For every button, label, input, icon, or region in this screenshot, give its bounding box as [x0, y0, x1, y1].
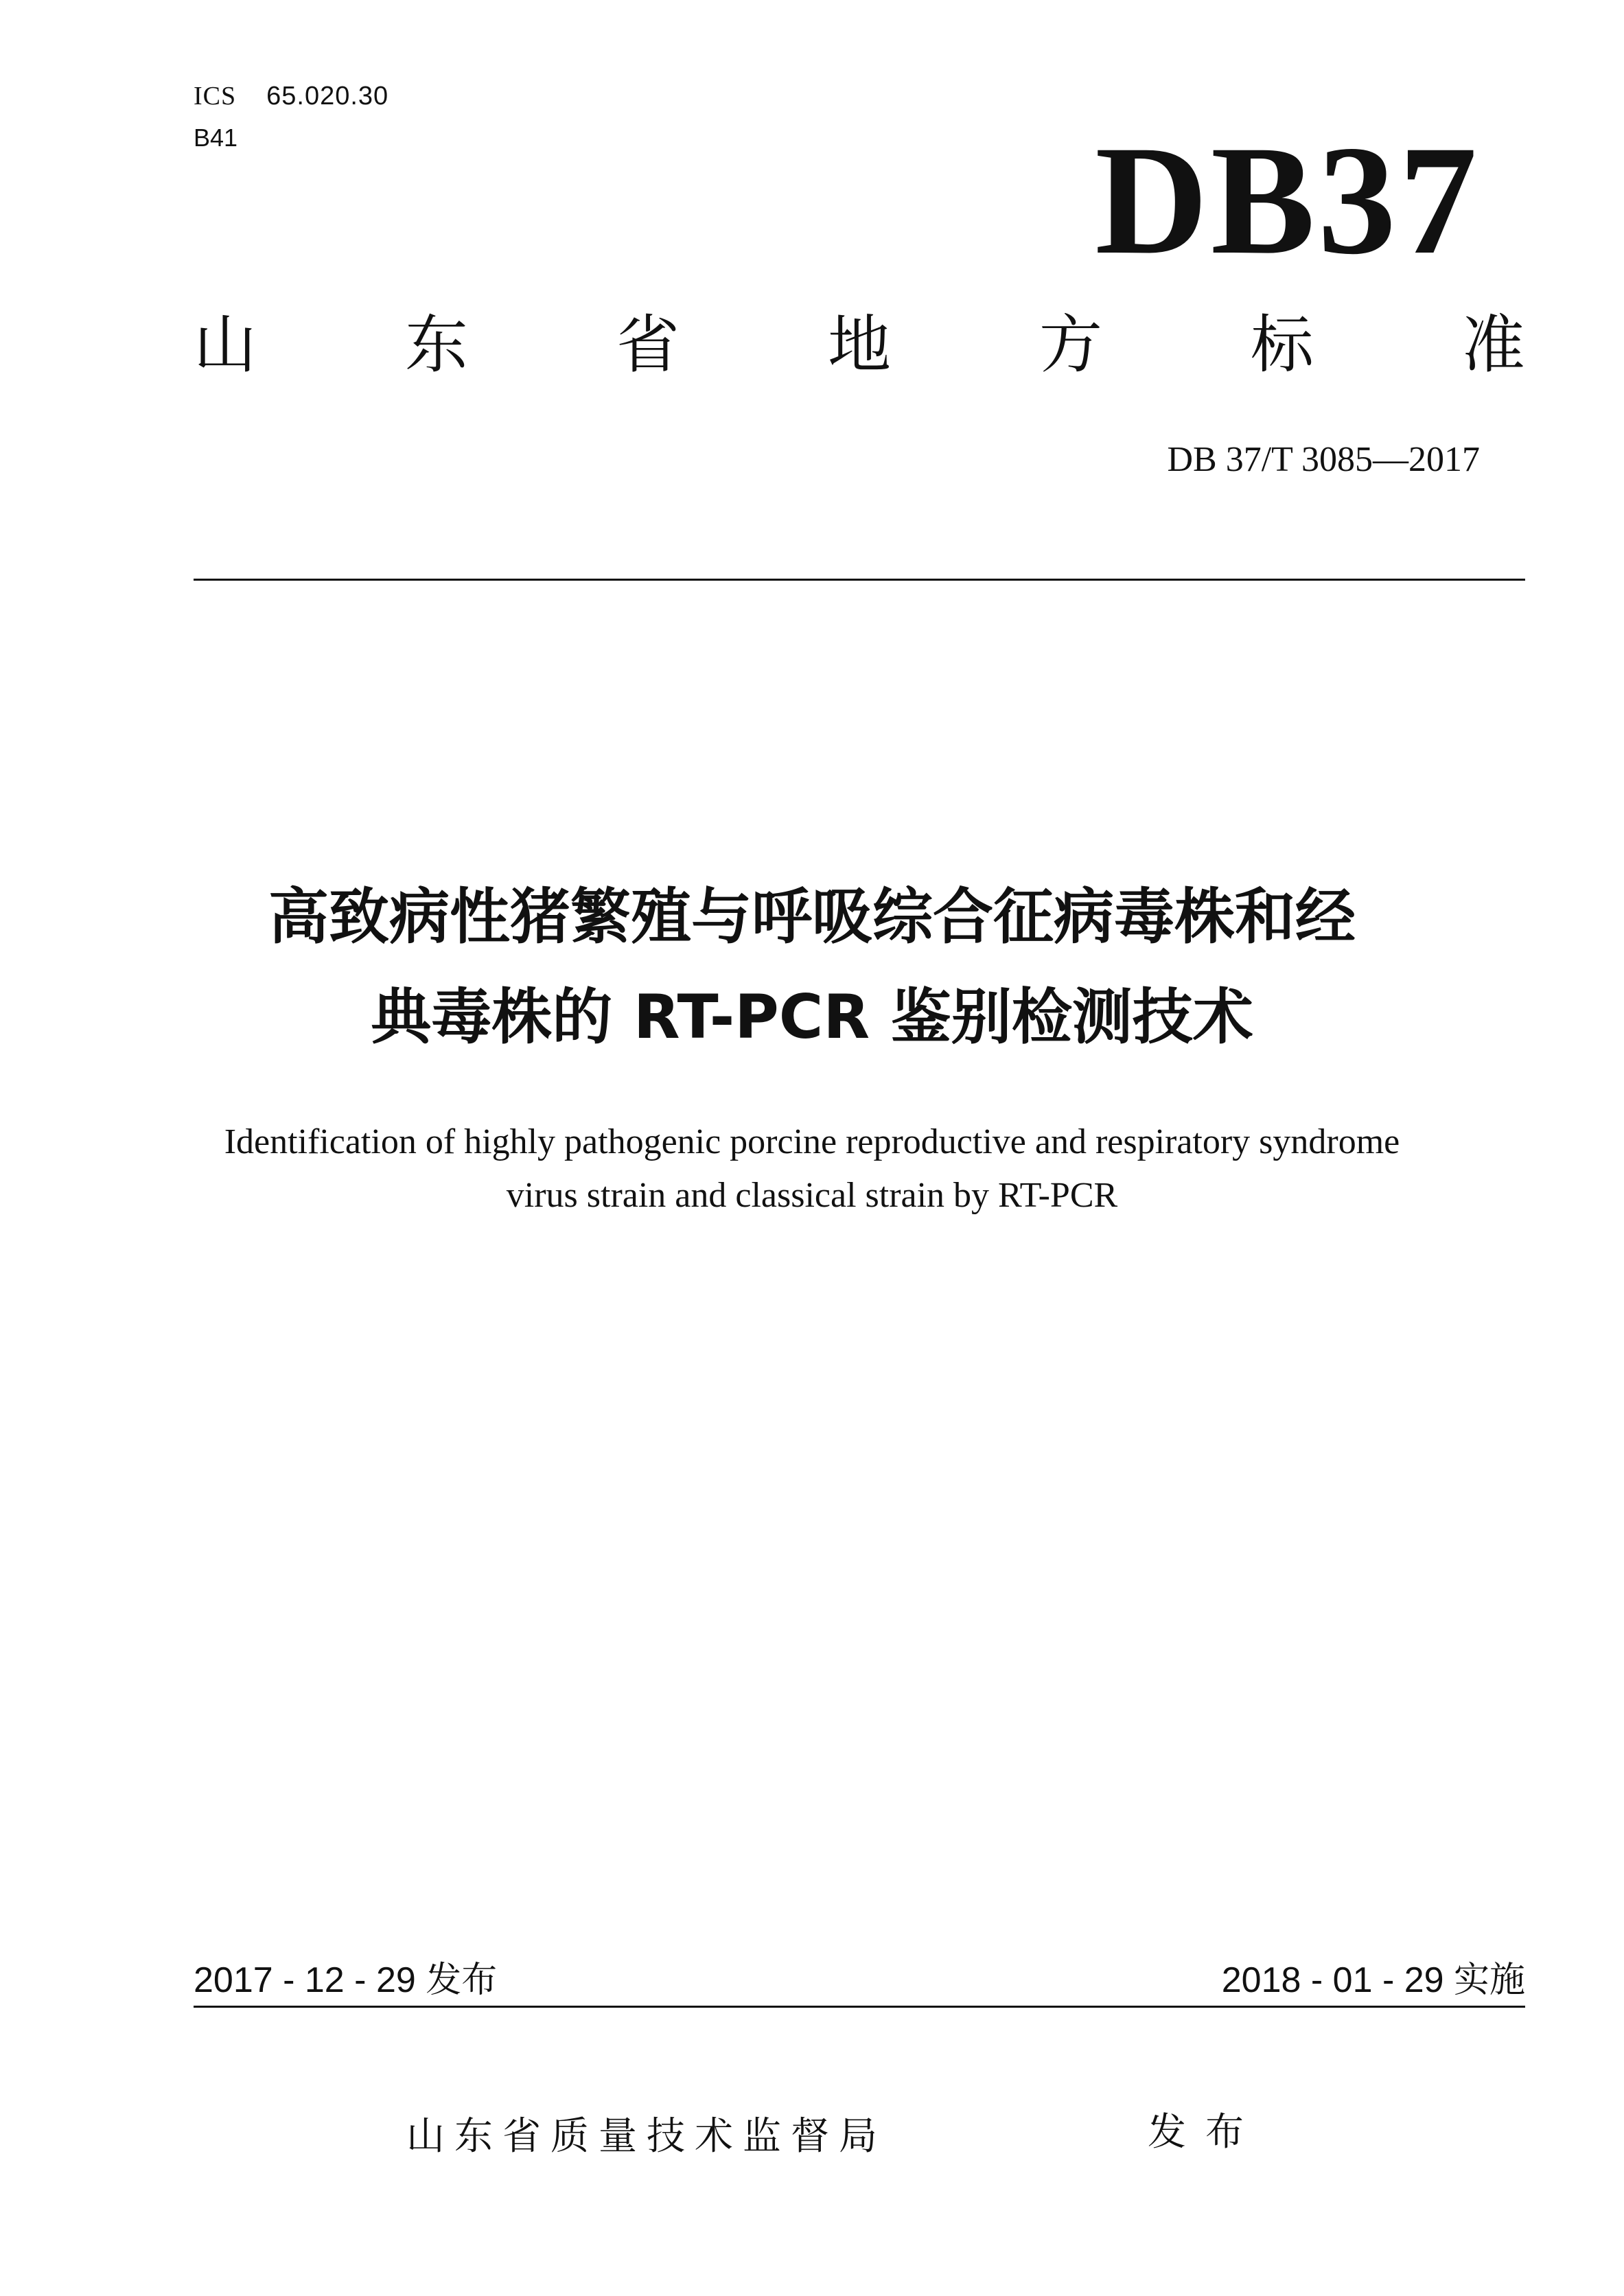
- bottom-divider: [194, 2006, 1525, 2008]
- issue-label: 发布: [1148, 2110, 1263, 2155]
- ics-label: ICS: [194, 82, 237, 111]
- title-cn-line2: 典毒株的 RT-PCR 鉴别检测技术: [371, 982, 1253, 1052]
- standard-type-char: 省: [616, 308, 680, 382]
- standard-type-char: 地: [827, 308, 891, 382]
- ics-line: [194, 81, 388, 111]
- title-cn-line1: 高致病性猪繁殖与呼吸综合征病毒株和经: [268, 881, 1356, 952]
- standard-type-char: 准: [1461, 308, 1525, 382]
- top-divider: [194, 579, 1525, 581]
- standard-type-char: 山: [194, 308, 257, 382]
- standard-number: DB 37/T 3085—2017: [1167, 440, 1480, 479]
- issuing-authority: 山东省质量技术监督局: [406, 2114, 887, 2159]
- standard-type-char: 东: [404, 308, 468, 382]
- issue-date: 2017 - 12 - 29 发布: [194, 1960, 498, 2000]
- db37-logo: DB37: [1095, 114, 1480, 287]
- standard-type-char: 方: [1039, 308, 1102, 382]
- title-en-line1: Identification of highly pathogenic porcine reproductive and respiratory syndrome: [224, 1122, 1400, 1161]
- title-en-line2: virus strain and classical strain by RT-PCR: [506, 1176, 1118, 1215]
- standard-type-char: 标: [1250, 308, 1314, 382]
- standard-type-heading: [194, 310, 1525, 380]
- ics-code: 65.020.30: [266, 82, 389, 111]
- implementation-date: 2018 - 01 - 29 实施: [1221, 1960, 1525, 2000]
- ccs-code: B41: [194, 124, 238, 152]
